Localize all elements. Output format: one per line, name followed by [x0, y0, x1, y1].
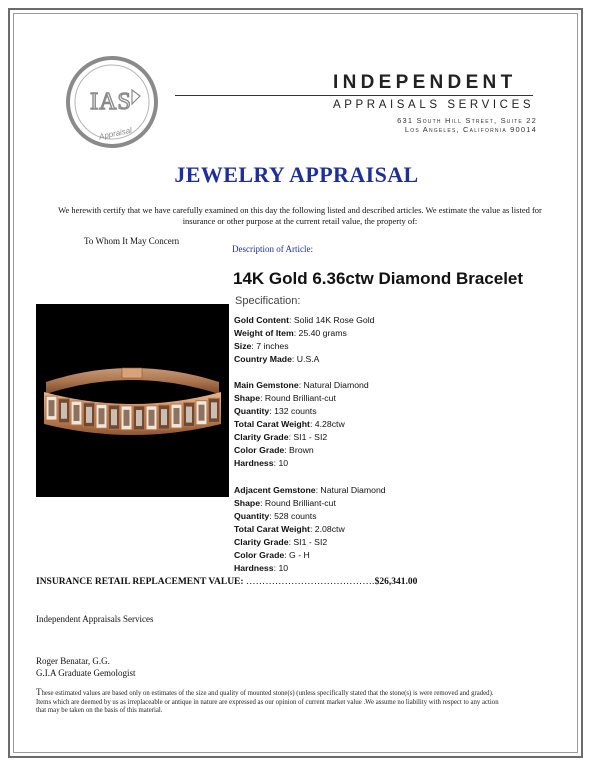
insurance-value-line	[36, 577, 417, 587]
bracelet-stone	[49, 400, 55, 416]
spec-label: Main Gemstone	[234, 380, 299, 390]
bracelet-photo	[36, 304, 229, 497]
spec-label: Color Grade	[234, 445, 285, 455]
spec-label: Weight of Item	[234, 328, 294, 338]
spec-value: Solid 14K Rose Gold	[293, 315, 375, 325]
owner-name: To Whom It May Concern	[84, 236, 180, 246]
spec-row: Adjacent Gemstone: Natural Diamond	[234, 485, 386, 495]
disclaimer-initial: T	[36, 687, 42, 697]
spec-value: Round Brilliant-cut	[264, 498, 336, 508]
spec-row: Clarity Grade: SI1 - SI2	[234, 537, 328, 547]
spec-label: Quantity	[234, 511, 270, 521]
spec-value: 10	[278, 563, 289, 573]
document-title: JEWELRY APPRAISAL	[174, 162, 419, 187]
item-title: 14K Gold 6.36ctw Diamond Bracelet	[233, 269, 524, 288]
address-line-2: Los Angeles, California 90014	[404, 125, 537, 134]
spec-value: 25.40 grams	[298, 328, 347, 338]
spec-label: Adjacent Gemstone	[234, 485, 316, 495]
spec-label: Shape	[234, 393, 261, 403]
spec-label: Quantity	[234, 406, 270, 416]
spec-row: Quantity: 528 counts	[234, 511, 317, 521]
bracelet-stone	[124, 410, 130, 426]
spec-value: 528 counts	[274, 511, 317, 521]
adjacent-gem-specs	[234, 484, 386, 575]
company-name: INDEPENDENT	[333, 72, 517, 93]
spec-row: Shape: Round Brilliant-cut	[234, 393, 336, 403]
spec-value: 2.08ctw	[314, 524, 345, 534]
insurance-dots: ………………………………….	[245, 577, 375, 587]
spec-label: Hardness	[234, 458, 274, 468]
spec-value: SI1 - SI2	[293, 432, 328, 442]
bracelet-stone	[161, 409, 167, 425]
spec-label: Clarity Grade	[234, 432, 289, 442]
spec-value: U.S.A	[296, 354, 320, 364]
spec-label: Hardness	[234, 563, 274, 573]
spec-label: Clarity Grade	[234, 537, 289, 547]
description-label: Description of Article:	[232, 244, 313, 254]
spec-value: Round Brilliant-cut	[264, 393, 336, 403]
spec-value: 132 counts	[274, 406, 317, 416]
ias-logo	[66, 56, 158, 148]
bracelet-stone	[211, 402, 217, 418]
spec-label: Size	[234, 341, 252, 351]
spec-value: G - H	[289, 550, 310, 560]
spec-row: Size: 7 inches	[234, 341, 289, 351]
company-subtitle: APPRAISALS SERVICES	[333, 99, 535, 111]
bracelet-stone	[186, 407, 192, 423]
signature-company: Independent Appraisals Services	[36, 614, 154, 624]
spec-row: Country Made: U.S.A	[234, 354, 320, 364]
spec-value: Natural Diamond	[320, 485, 386, 495]
spec-row: Clarity Grade: SI1 - SI2	[234, 432, 328, 442]
bracelet-stone	[111, 409, 117, 425]
spec-row: Color Grade: G - H	[234, 550, 310, 560]
spec-row: Total Carat Weight: 4.28ctw	[234, 419, 345, 429]
spec-row: Hardness: 10	[234, 458, 289, 468]
certification-text: We herewith certify that we have carefully examined on this day the following listed and described articles. We estimate the value as listed for insurance or other purpose at the current retail value, the property of:	[58, 205, 542, 226]
spec-value: 4.28ctw	[314, 419, 345, 429]
appraiser-name: Roger Benatar, G.G.	[36, 656, 110, 666]
bracelet-stone	[86, 407, 92, 423]
logo-text: IAS	[90, 89, 132, 115]
spec-label: Color Grade	[234, 550, 285, 560]
insurance-value: $26,341.00	[374, 577, 418, 587]
main-gem-specs	[234, 379, 369, 470]
spec-row: Quantity: 132 counts	[234, 406, 317, 416]
spec-row: Total Carat Weight: 2.08ctw	[234, 524, 345, 534]
bracelet-stone	[136, 410, 142, 426]
disclaimer	[36, 688, 506, 716]
spec-value: 7 inches	[256, 341, 289, 351]
spec-row: Color Grade: Brown	[234, 445, 314, 455]
spec-row: Gold Content: Solid 14K Rose Gold	[234, 315, 375, 325]
spec-label: Country Made	[234, 354, 292, 364]
spec-row: Shape: Round Brilliant-cut	[234, 498, 336, 508]
spec-value: Brown	[289, 445, 314, 455]
spec-label: Total Carat Weight	[234, 419, 310, 429]
disclaimer-text: hese estimated values are based only on estimates of the size and quality of mounted stone(s) (unless specifically stated that the stone(s) is were removed and graded). Items which are deemed by us as irreplaceable or antique in nature are expressed as our opinion of current market value .We assume no liability with respect to any action that may be taken on the basis of this material.	[36, 690, 499, 714]
insurance-label: INSURANCE RETAIL REPLACEMENT VALUE:	[36, 577, 244, 587]
spec-label: Gold Content	[234, 315, 290, 325]
spec-row: Hardness: 10	[234, 563, 289, 573]
logo-subtext: Appraisal	[98, 125, 133, 142]
gold-specs	[234, 314, 375, 366]
bracelet-image	[36, 304, 229, 497]
bracelet-stone	[149, 410, 155, 426]
bracelet-stone	[174, 408, 180, 424]
bracelet-stone	[74, 405, 80, 421]
bracelet-stone	[61, 403, 67, 419]
spec-label: Total Carat Weight	[234, 524, 310, 534]
address-line-1: 631 South Hill Street, Suite 22	[397, 116, 537, 125]
spec-value: SI1 - SI2	[293, 537, 328, 547]
bracelet-stone	[199, 405, 205, 421]
spec-value: Natural Diamond	[303, 380, 369, 390]
header-rule	[175, 95, 533, 96]
bracelet-stone	[99, 408, 105, 424]
appraiser-title: G.I.A Graduate Gemologist	[36, 668, 136, 678]
spec-label: Shape	[234, 498, 261, 508]
spec-value: 10	[278, 458, 289, 468]
spec-row: Main Gemstone: Natural Diamond	[234, 380, 369, 390]
spec-row: Weight of Item: 25.40 grams	[234, 328, 347, 338]
specification-label: Specification:	[235, 295, 301, 307]
